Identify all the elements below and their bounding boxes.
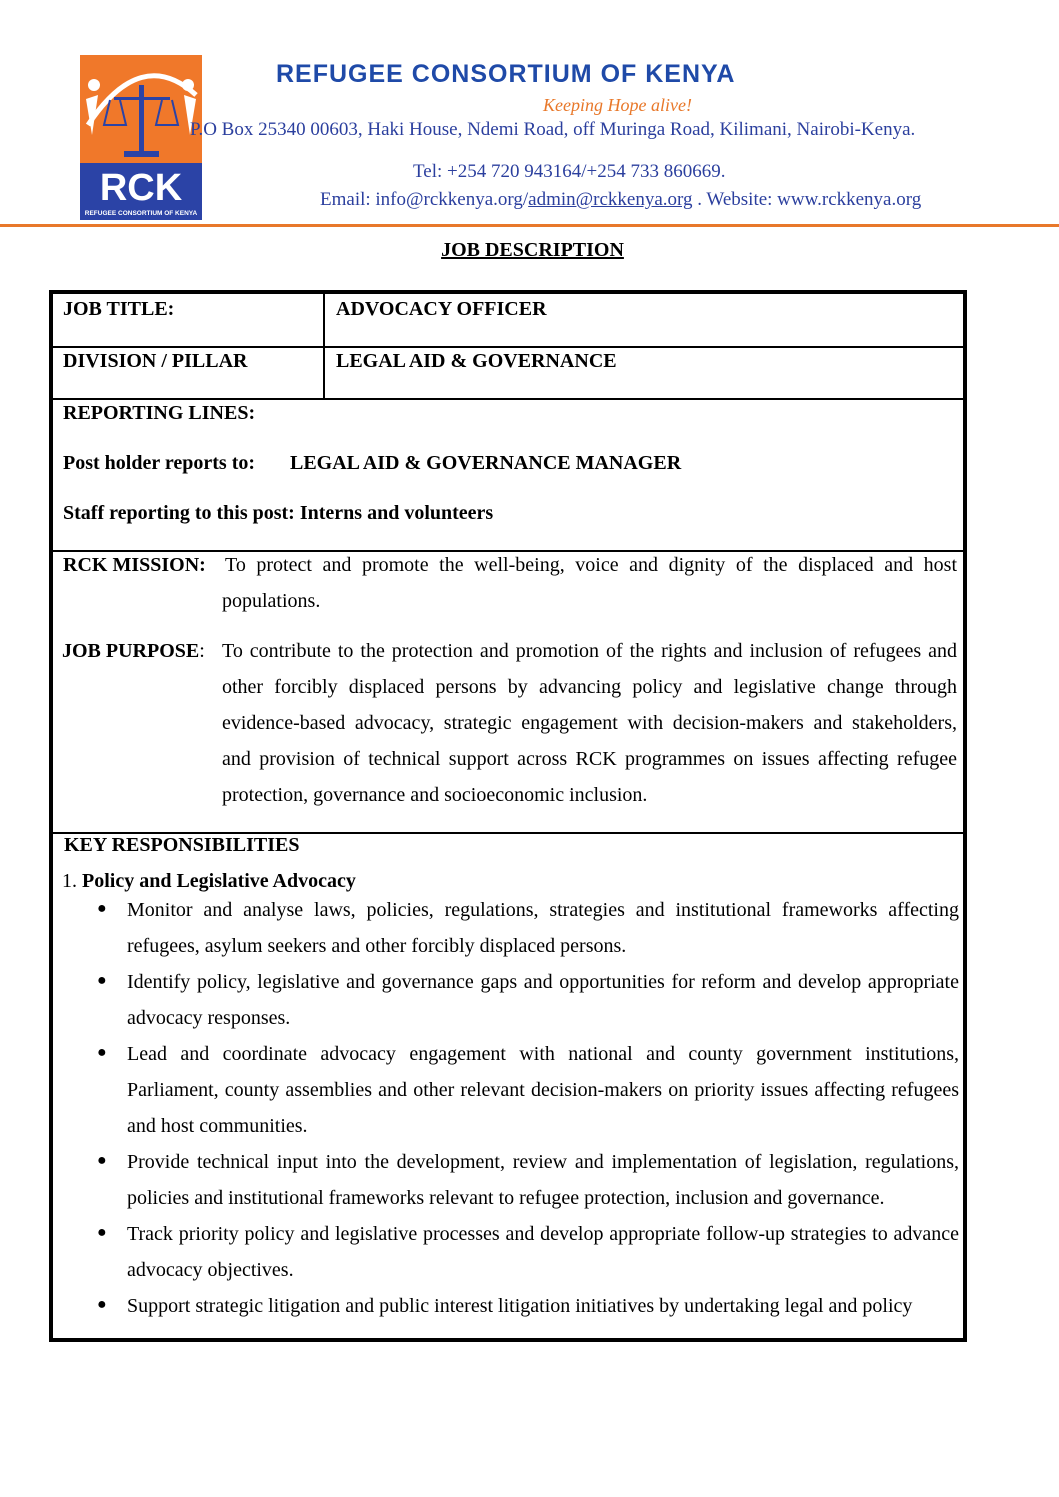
reporting-lines-row xyxy=(53,400,963,552)
bullet-icon: ● xyxy=(97,1296,107,1313)
contact-line xyxy=(320,189,921,211)
reports-to-value: LEGAL AID & GOVERNANCE MANAGER xyxy=(290,452,682,474)
division-row xyxy=(53,348,963,400)
reporting-lines-label: REPORTING LINES: xyxy=(63,402,256,424)
column-divider xyxy=(323,294,325,398)
email-prefix: Email: info@rckkenya.org/ xyxy=(320,189,529,210)
key-responsibilities-section xyxy=(53,834,963,1338)
division-label: DIVISION / PILLAR xyxy=(63,350,248,372)
list-item: Support strategic litigation and public interest litigation initiatives by undertaking legal and policy xyxy=(127,1295,913,1317)
job-title-value: ADVOCACY OFFICER xyxy=(336,298,547,320)
phone-line: Tel: +254 720 943164/+254 733 860669. xyxy=(413,161,726,182)
reports-to-label: Post holder reports to: xyxy=(63,452,256,474)
list-item: Track priority policy and legislative processes and develop appropriate follow-up strategies to advance advocacy objectives. xyxy=(127,1223,959,1281)
bullet-icon: ● xyxy=(97,972,107,989)
job-description-table xyxy=(49,290,967,1342)
job-title-label: JOB TITLE: xyxy=(63,298,175,320)
purpose-text: To contribute to the protection and promotion of the rights and inclusion of refugees and other forcibly displaced persons by advancing policy and legislative change through evidence-based advocacy, strategic engagement with decision-makers and stakeholders, and provision of technical support across RCK programmes on issues affecting refugee protection, governance and socioeconomic inclusion. xyxy=(222,640,957,806)
section-number: 1. xyxy=(62,870,77,892)
job-title-row xyxy=(53,294,963,348)
list-item: Lead and coordinate advocacy engagement with national and county government institutions, Parliament, county assemblies and other relevant decision-makers on priority issues affecting refugees and host communities. xyxy=(127,1043,959,1137)
rck-logo xyxy=(80,55,202,220)
bullet-icon: ● xyxy=(97,1152,107,1169)
mission-label: RCK MISSION: xyxy=(63,554,206,576)
staff-reporting: Staff reporting to this post: Interns and volunteers xyxy=(63,502,494,524)
section-title: Policy and Legislative Advocacy xyxy=(82,870,356,892)
section-heading xyxy=(62,870,356,893)
division-value: LEGAL AID & GOVERNANCE xyxy=(336,350,617,372)
bullet-icon: ● xyxy=(97,1044,107,1061)
website: . Website: www.rckkenya.org xyxy=(692,189,922,210)
logo-text: RCK xyxy=(99,167,183,209)
mission-purpose-row xyxy=(53,552,963,834)
tagline: Keeping Hope alive! xyxy=(543,95,692,115)
bullet-icon: ● xyxy=(97,900,107,917)
document-title: JOB DESCRIPTION xyxy=(441,239,624,261)
list-item: Monitor and analyse laws, policies, regulations, strategies and institutional frameworks affecting refugees, asylum seekers and other forcibly displaced persons. xyxy=(127,899,959,957)
purpose-label: JOB PURPOSE: xyxy=(62,640,205,662)
mission-text: To protect and promote the well-being, voice and dignity of the displaced and host populations. xyxy=(222,554,957,612)
org-name: REFUGEE CONSORTIUM OF KENYA xyxy=(276,60,736,88)
logo-subtext: REFUGEE CONSORTIUM OF KENYA xyxy=(84,210,198,217)
address-line: P.O Box 25340 00603, Haki House, Ndemi Road, off Muringa Road, Kilimani, Nairobi-Kenya. xyxy=(190,119,916,140)
bullet-icon: ● xyxy=(97,1224,107,1241)
header-rule xyxy=(0,224,1059,227)
key-responsibilities-label: KEY RESPONSIBILITIES xyxy=(64,834,300,856)
email-link[interactable]: admin@rckkenya.org xyxy=(528,189,693,210)
list-item: Provide technical input into the development, review and implementation of legislation, regulations, policies and institutional frameworks relevant to refugee protection, inclusion and governance. xyxy=(127,1151,959,1209)
list-item: Identify policy, legislative and governance gaps and opportunities for reform and develop appropriate advocacy responses. xyxy=(127,971,959,1029)
